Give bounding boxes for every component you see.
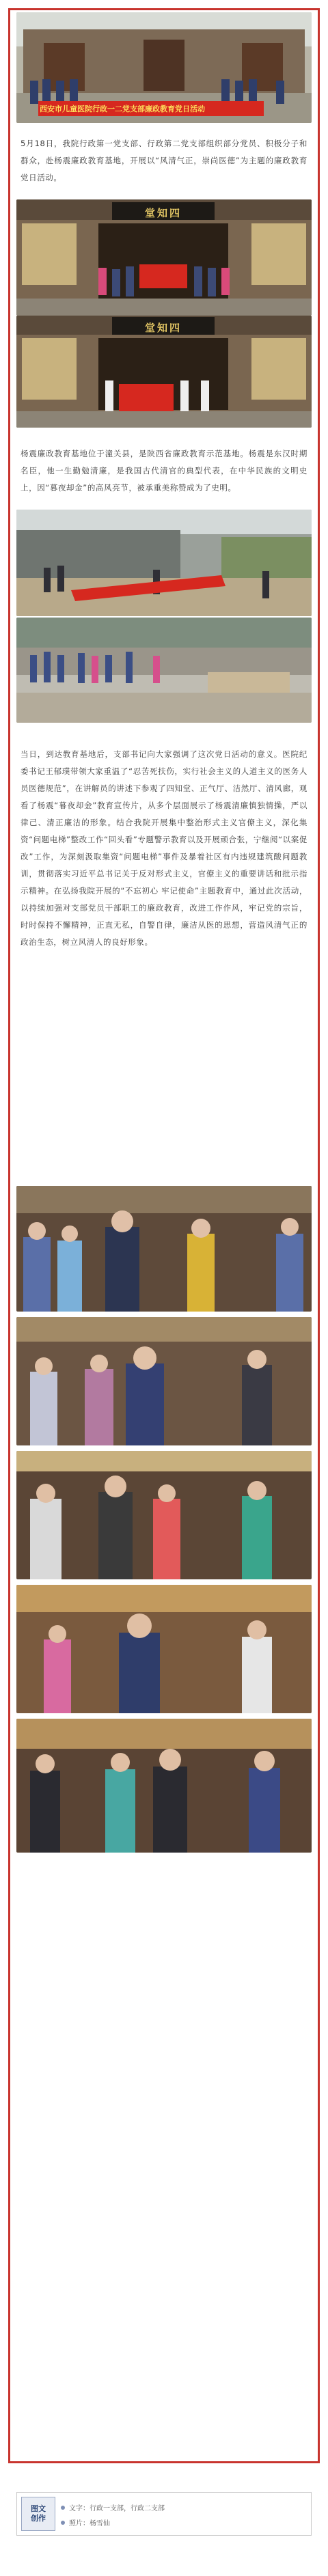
photo-indoor-4 (16, 1585, 312, 1713)
photo-steps-banner (16, 510, 312, 616)
photo-indoor-5 (16, 1719, 312, 1853)
paragraph-base: 杨震廉政教育基地位于潼关县，是陕西省廉政教育示范基地。杨震是东汉时期名臣，他一生勤勉清廉，是我国古代清官的典型代表，在中华民族的文明史上，因“暮夜却金”的高风亮节，被承重美称赞成为了史明。 (20, 449, 308, 493)
photo-indoor-3 (16, 1451, 312, 1579)
paragraph-intro: 5月18日，我院行政第一党支部、行政第二党支部组织部分党员、积极分子和群众，赴杨震廉政教育基地，开展以“风清气正，崇尚医德”为主题的廉政教育党日活动。 (20, 139, 308, 182)
photo-indoor-2 (16, 1317, 312, 1445)
photo-hall-group-2 (16, 316, 312, 428)
photo-credit-label: 照片：杨雪仙 (69, 2520, 110, 2527)
credits-box (16, 2492, 312, 2536)
paragraph-main: 当日，到达教育基地后，支部书记向大家强调了这次党日活动的意义。医院纪委书记王郁璞带领大家重温了“忍苦死扶伤，实行社会主义的人道主义的医务人员医德规范”，在讲解员的讲述下参观了四知堂、正气厅、洁然厅、清风廊，观看了杨震“暮夜却金”教育宣传片，从多个层面展示了杨震清廉慎独情操，严以律己、清正廉洁的形象。结合我院开展集中整治形式主义官僚主义，深化集资“问题电梯”整改工作“回头看”专题警示教育以及开展顽合张，宁继阅“以案促改”工作，为深刻汲取集资“问题电梯”事件及暴着社区有内违规建筑酸问题教训，贯彻落实习近平总书记关于反对形式主义，官僚主义的重要讲话和批示指示精神。在弘扬我院开展的“不忘初心 牢记使命”主题教育中，通过此次活动，以持续加强对支部党员干部职工的廉政教育，改进工作作风，牢记党的宗旨，时时保持不懈精神，正直无私，自警自律，廉洁从医的思想，营造风清气正的政治生态，树立风清人的良好形象。 (20, 749, 308, 947)
hall-sign-2: 堂知四 (144, 322, 182, 334)
credits-badge (21, 2497, 55, 2531)
bullet-dot-icon (61, 2506, 65, 2510)
credits-badge-label: 图文 创作 (31, 2504, 46, 2523)
banner-text: 西安市儿童医院行政一二党支部廉政教育党日活动 (40, 105, 205, 113)
text-credit (61, 2502, 165, 2512)
hall-sign: 堂知四 (144, 207, 182, 219)
photo-hall-group-1 (16, 199, 312, 316)
photo-credit (61, 2517, 110, 2527)
text-credit-label: 文字：行政一支部，行政二支部 (69, 2505, 165, 2512)
bullet-dot-icon (61, 2521, 65, 2525)
photo-indoor-1 (16, 1186, 312, 1312)
photo-exhibition-outdoor (16, 618, 312, 723)
photo-group-gate (16, 12, 312, 123)
